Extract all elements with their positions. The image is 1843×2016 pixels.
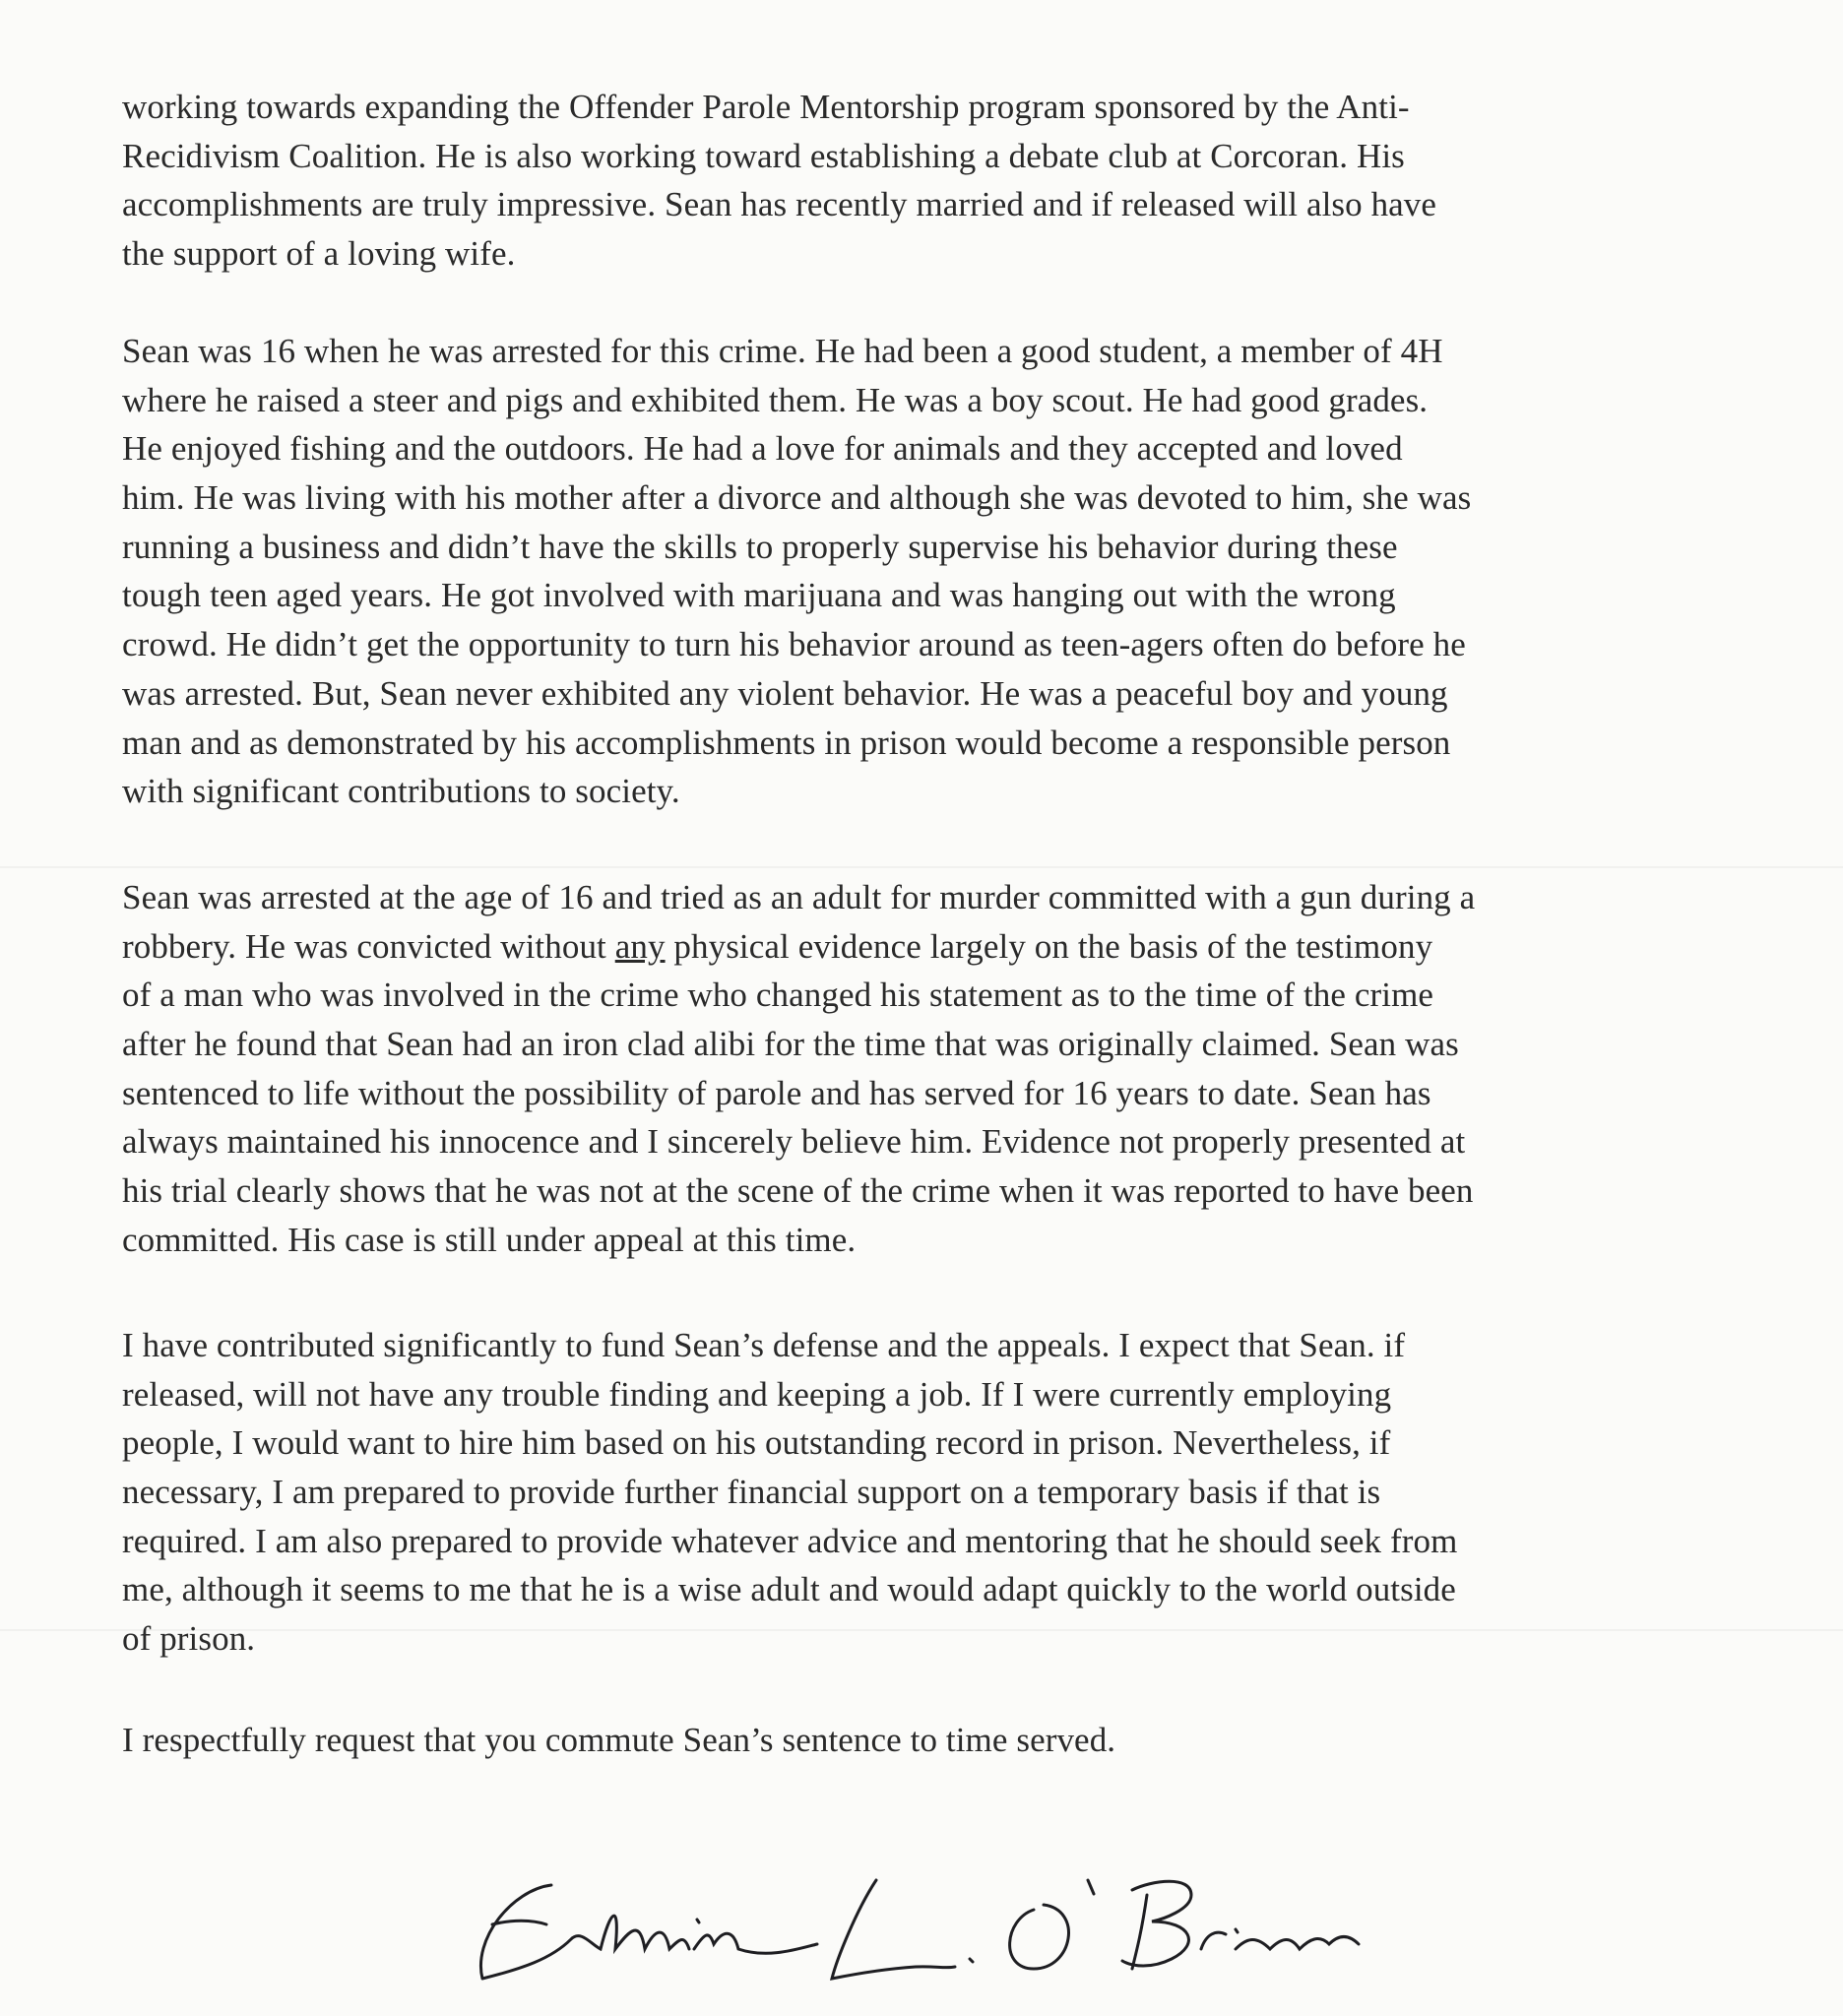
paragraph-4 [122,1321,1796,1664]
text-line: necessary, I am prepared to provide further financial support on a temporary basis if that is [122,1473,1381,1512]
text-line: was arrested. But, Sean never exhibited any violent behavior. He was a peaceful boy and young [122,673,1448,713]
text-line: where he raised a steer and pigs and exhibited them. He was a boy scout. He had good grades. [122,380,1429,419]
text-line: after he found that Sean had an iron clad alibi for the time that was originally claimed. Sean was [122,1025,1459,1064]
paper-fold [0,866,1843,868]
text-line: required. I am also prepared to provide whatever advice and mentoring that he should seek from [122,1521,1458,1560]
text-line: He enjoyed fishing and the outdoors. He had a love for animals and they accepted and loved [122,429,1403,469]
text-line: Sean was 16 when he was arrested for this crime. He had been a good student, a member of 4H [122,332,1443,370]
text-line: Recidivism Coalition. He is also working toward establishing a debate club at Corcoran. His [122,136,1405,175]
text-line: running a business and didn’t have the skills to properly supervise his behavior during these [122,527,1398,566]
paragraph-1 [122,83,1796,279]
text-line: accomplishments are truly impressive. Sean has recently married and if released will also have [122,185,1437,224]
text-segment: physical evidence largely on the basis of the testimony [665,926,1433,966]
text-line: him. He was living with his mother after a divorce and although she was devoted to him, she was [122,478,1472,518]
underlined-word: any [614,926,666,966]
text-line: released, will not have any trouble finding and keeping a job. If I were currently employing [122,1374,1392,1414]
text-line [122,922,1796,972]
text-line: the support of a loving wife. [122,234,516,274]
handwritten-signature [443,1851,1378,2003]
paragraph-5 [122,1716,1796,1765]
text-line: people, I would want to hire him based on his outstanding record in prison. Nevertheless, if [122,1423,1391,1463]
text-line: crowd. He didn’t get the opportunity to turn his behavior around as teen-agers often do before he [122,625,1466,664]
paragraph-2 [122,327,1796,816]
paragraph-3 [122,873,1796,1265]
text-segment: robbery. He was convicted without [122,926,615,966]
text-line: his trial clearly shows that he was not at the scene of the crime when it was reported to have been [122,1171,1474,1211]
text-line: me, although it seems to me that he is a wise adult and would adapt quickly to the world outside [122,1570,1456,1609]
text-line: of a man who was involved in the crime who changed his statement as to the time of the crime [122,976,1434,1015]
text-line: man and as demonstrated by his accomplishments in prison would become a responsible person [122,723,1451,762]
text-line: tough teen aged years. He got involved with marijuana and was hanging out with the wrong [122,576,1396,615]
text-line: of prison. [122,1619,256,1659]
text-line: I have contributed significantly to fund Sean’s defense and the appeals. I expect that Sean. if [122,1326,1406,1364]
text-line: sentenced to life without the possibility of parole and has served for 16 years to date. Sean has [122,1073,1431,1112]
text-line: committed. His case is still under appeal at this time. [122,1220,857,1259]
text-line: I respectfully request that you commute Sean’s sentence to time served. [122,1721,1116,1759]
text-line: always maintained his innocence and I sincerely believe him. Evidence not properly presented at [122,1122,1466,1162]
text-line: with significant contributions to society. [122,772,680,811]
text-line: Sean was arrested at the age of 16 and tried as an adult for murder committed with a gun during a [122,878,1476,916]
text-line: working towards expanding the Offender Parole Mentorship program sponsored by the Anti- [122,88,1410,126]
